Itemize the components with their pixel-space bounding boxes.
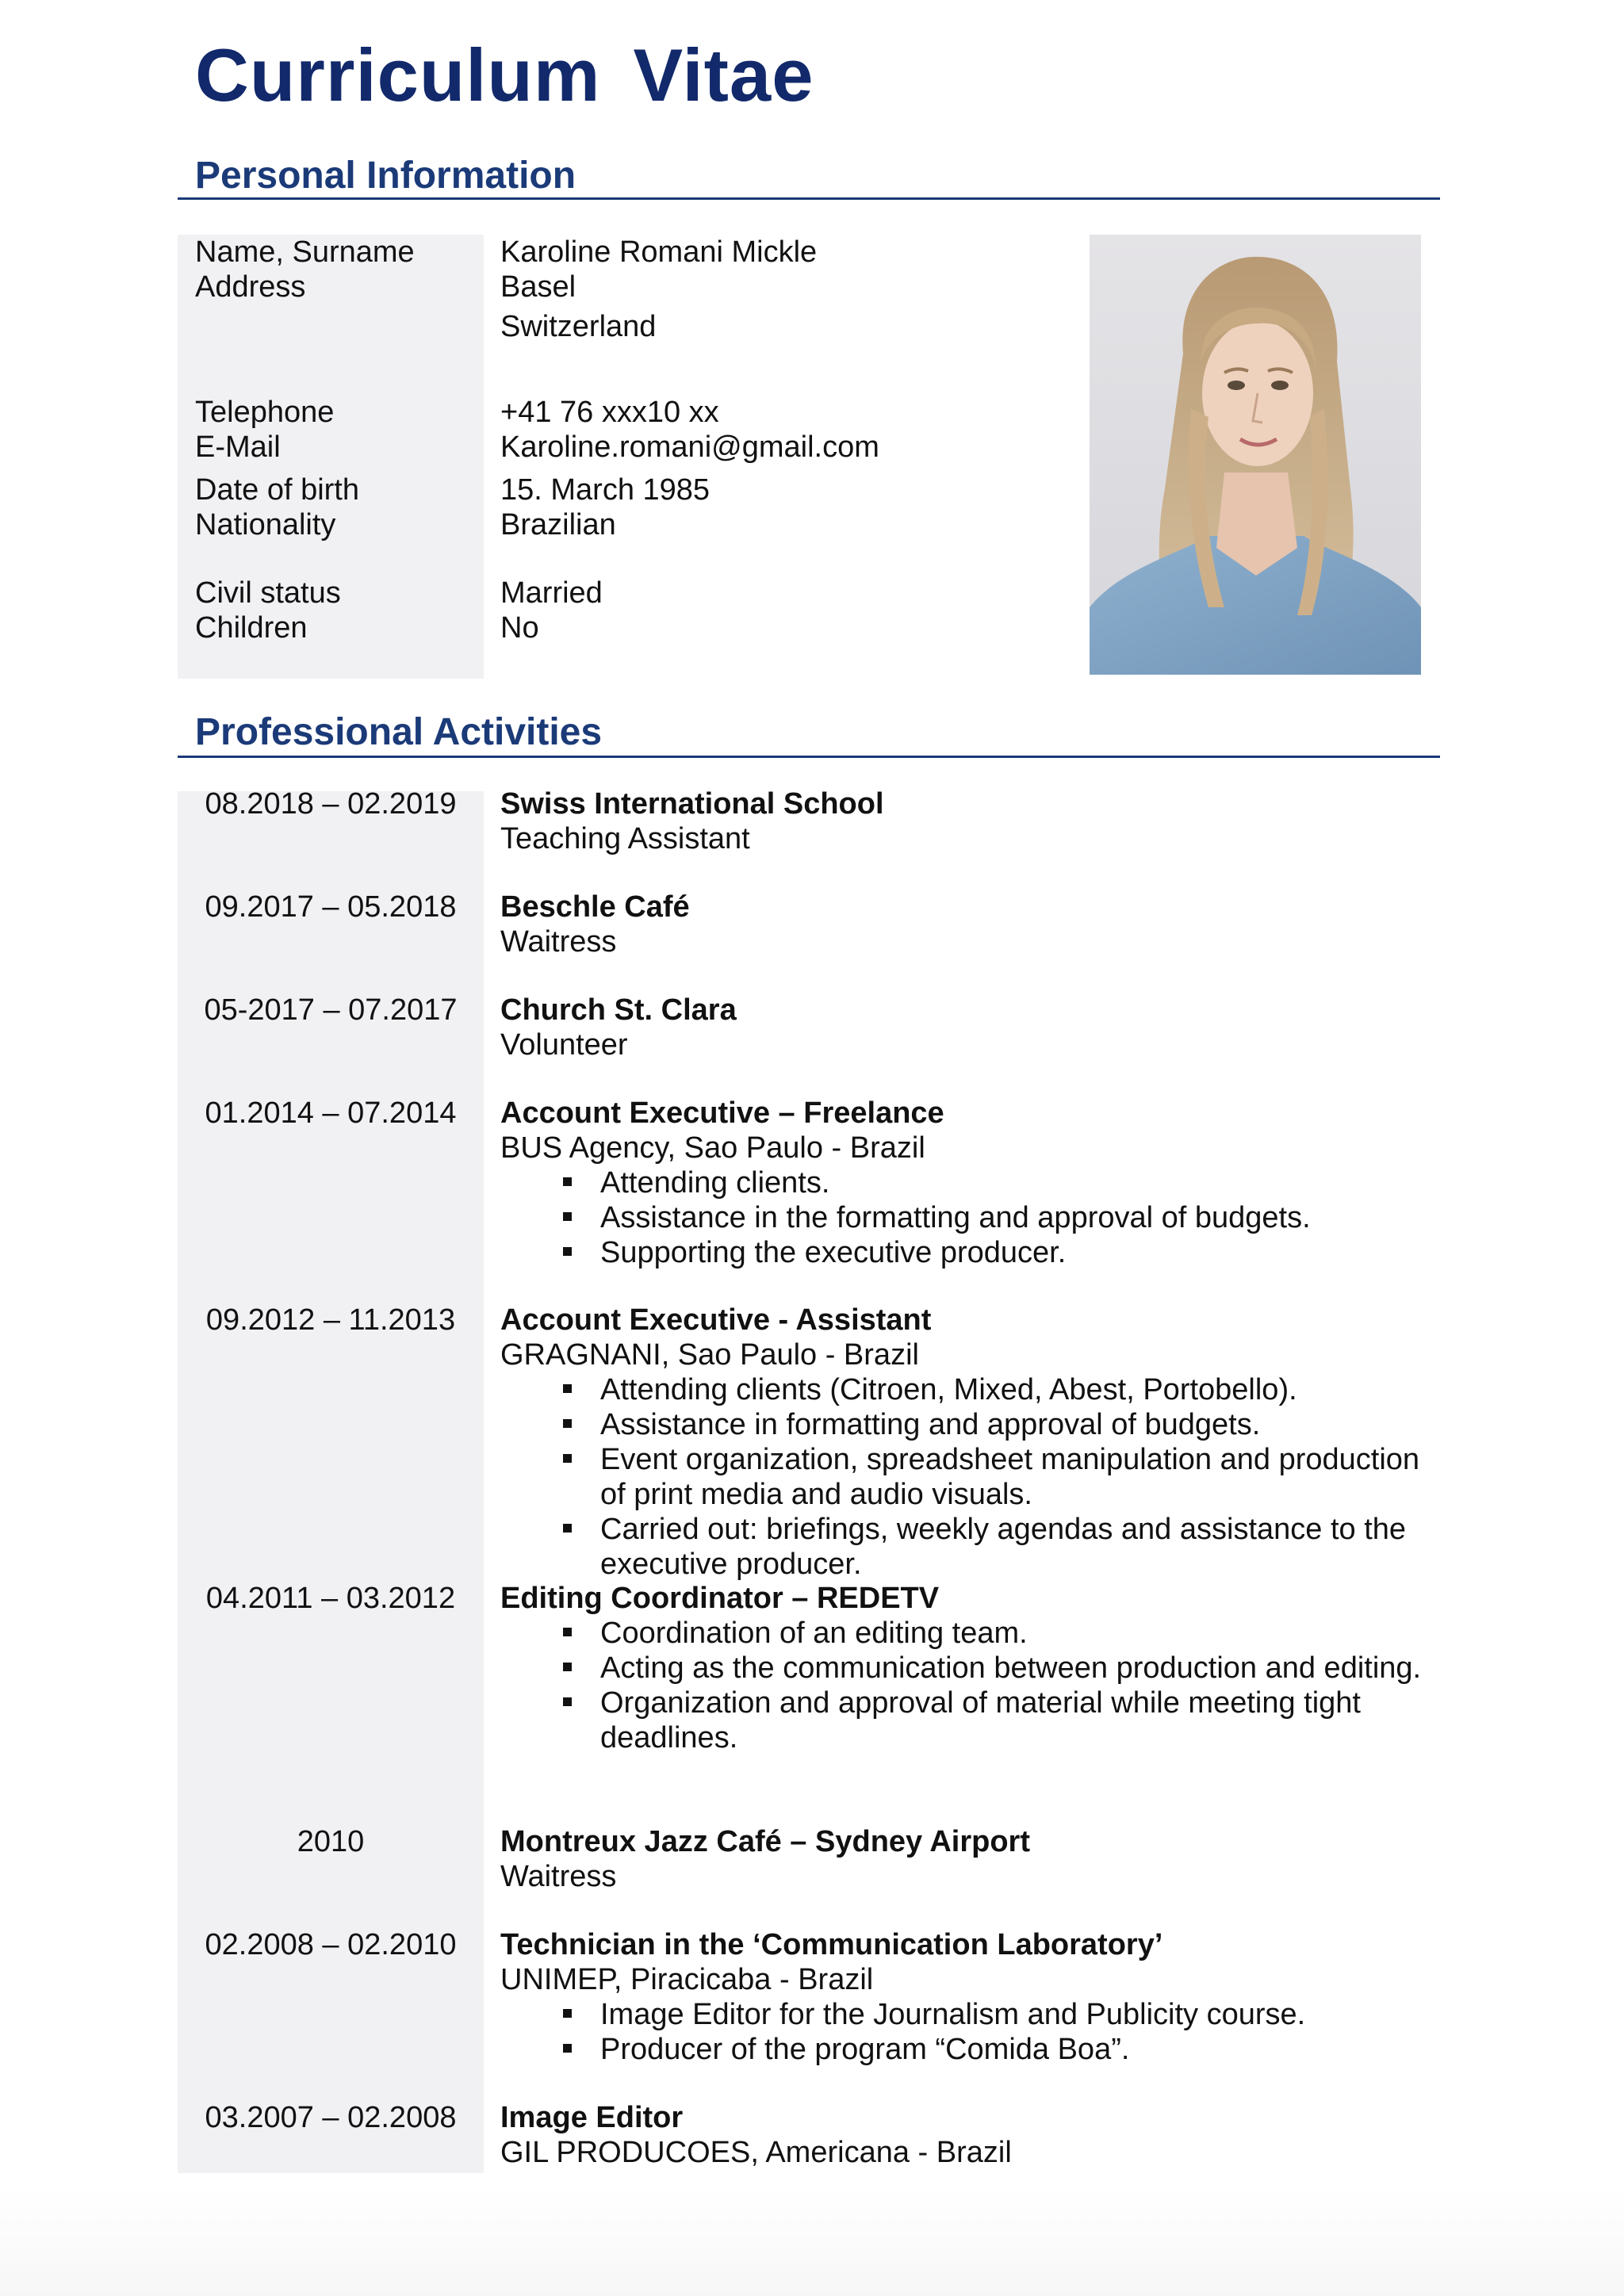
activity-bullet-text: Attending clients. xyxy=(600,1166,830,1200)
activity-bullet-text: Organization and approval of material while meeting tight deadlines. xyxy=(600,1686,1361,1755)
activity-details xyxy=(500,1581,1436,1755)
activity-date: 09.2012 – 11.2013 xyxy=(205,1303,456,1337)
activity-bullet xyxy=(500,1686,1436,1755)
page-title: Curriculum Vitae xyxy=(195,33,814,117)
activity-title: Beschle Café xyxy=(500,890,690,924)
personal-info-label: Children xyxy=(195,611,308,645)
personal-info-row xyxy=(195,610,1067,645)
activity-title: Swiss International School xyxy=(500,787,884,821)
personal-info-row xyxy=(195,576,1067,610)
activity-bullet-text: Image Editor for the Journalism and Publicity course. xyxy=(600,1998,1306,2031)
activity-bullet-list xyxy=(500,1997,1436,2067)
personal-info-row xyxy=(195,507,1067,542)
activity-bullet-text: Event organization, spreadsheet manipulation and production of print media and audio visuals. xyxy=(600,1443,1420,1511)
square-bullet-icon xyxy=(563,1663,572,1671)
activity-subtitle: GRAGNANI, Sao Paulo - Brazil xyxy=(500,1338,919,1372)
personal-info-row xyxy=(195,473,1067,507)
activity-bullet xyxy=(500,1235,1436,1270)
activity-bullet-text: Assistance in the formatting and approval of budgets. xyxy=(600,1201,1311,1234)
activity-bullet xyxy=(500,1512,1436,1582)
activity-details xyxy=(500,1096,1436,1270)
activity-title: Montreux Jazz Café – Sydney Airport xyxy=(500,1825,1030,1858)
activity-bullet-text: Supporting the executive producer. xyxy=(600,1236,1067,1269)
personal-info-value: Married xyxy=(500,576,603,610)
square-bullet-icon xyxy=(563,1247,572,1256)
personal-info-label: Civil status xyxy=(195,576,341,610)
activity-bullet xyxy=(500,1407,1436,1442)
personal-info-label: Date of birth xyxy=(195,473,359,507)
professional-activities-rule xyxy=(178,756,1440,758)
personal-info-value: Brazilian xyxy=(500,508,616,541)
personal-info-label: Nationality xyxy=(195,508,336,541)
activity-subtitle: Volunteer xyxy=(500,1028,628,1062)
activity-details xyxy=(500,2100,1436,2170)
activity-title: Image Editor xyxy=(500,2101,684,2134)
profile-photo xyxy=(1090,235,1421,675)
personal-info-row xyxy=(195,270,1067,304)
personal-info-label: E-Mail xyxy=(195,430,281,464)
square-bullet-icon xyxy=(563,1419,572,1428)
square-bullet-icon xyxy=(563,2009,572,2018)
personal-info-rule xyxy=(178,197,1440,200)
personal-info-value: Karoline.romani@gmail.com xyxy=(500,430,879,464)
activity-subtitle: Waitress xyxy=(500,925,617,959)
activity-bullet xyxy=(500,1997,1436,2032)
square-bullet-icon xyxy=(563,1212,572,1221)
profile-photo-image xyxy=(1090,235,1421,675)
activity-bullet-text: Assistance in formatting and approval of budgets. xyxy=(600,1408,1261,1441)
personal-info-value: +41 76 xxx10 xx xyxy=(500,396,719,429)
activity-details xyxy=(500,1824,1436,1894)
personal-info-value: No xyxy=(500,611,539,645)
activity-details xyxy=(500,993,1436,1062)
activity-bullet xyxy=(500,1200,1436,1235)
personal-info-row xyxy=(195,395,1067,430)
activity-bullet-list xyxy=(500,1165,1436,1270)
activity-subtitle: Teaching Assistant xyxy=(500,822,750,855)
square-bullet-icon xyxy=(563,2044,572,2053)
activity-title: Account Executive – Freelance xyxy=(500,1096,944,1130)
activity-bullet-list xyxy=(500,1372,1436,1582)
activity-date: 08.2018 – 02.2019 xyxy=(205,787,457,821)
activity-subtitle: BUS Agency, Sao Paulo - Brazil xyxy=(500,1131,925,1165)
activity-date: 04.2011 – 03.2012 xyxy=(205,1582,456,1615)
personal-info-value: Basel xyxy=(500,270,576,304)
activity-details xyxy=(500,1927,1436,2067)
activity-bullet-text: Coordination of an editing team. xyxy=(600,1617,1028,1650)
personal-info-heading: Personal Information xyxy=(195,155,576,197)
activity-subtitle: UNIMEP, Piracicaba - Brazil xyxy=(500,1963,874,1996)
activity-bullet-text: Producer of the program “Comida Boa”. xyxy=(600,2033,1130,2066)
activity-details xyxy=(500,1303,1436,1582)
personal-info-label: Address xyxy=(195,270,306,304)
square-bullet-icon xyxy=(563,1384,572,1393)
personal-info-value: Switzerland xyxy=(500,310,657,343)
square-bullet-icon xyxy=(563,1697,572,1706)
activity-details xyxy=(500,786,1436,856)
activity-date: 03.2007 – 02.2008 xyxy=(205,2101,457,2134)
activity-bullet-text: Carried out: briefings, weekly agendas and assistance to the executive producer. xyxy=(600,1513,1407,1581)
activity-bullet xyxy=(500,1651,1436,1686)
personal-info-row xyxy=(195,430,1067,465)
activity-date: 02.2008 – 02.2010 xyxy=(205,1928,457,1961)
activity-date: 09.2017 – 05.2018 xyxy=(205,890,457,924)
square-bullet-icon xyxy=(563,1524,572,1533)
activity-title: Editing Coordinator – REDETV xyxy=(500,1582,940,1615)
activity-bullet xyxy=(500,1616,1436,1651)
personal-info-label: Name, Surname xyxy=(195,235,415,269)
professional-activities-heading: Professional Activities xyxy=(195,711,603,753)
page-bottom-shade xyxy=(0,2188,1624,2296)
square-bullet-icon xyxy=(563,1454,572,1463)
activity-details xyxy=(500,890,1436,959)
activity-date: 2010 xyxy=(297,1825,365,1858)
square-bullet-icon xyxy=(563,1177,572,1186)
square-bullet-icon xyxy=(563,1628,572,1636)
activity-bullet-list xyxy=(500,1616,1436,1755)
activity-subtitle: Waitress xyxy=(500,1860,617,1893)
activity-bullet-text: Acting as the communication between production and editing. xyxy=(600,1651,1422,1685)
activity-bullet-text: Attending clients (Citroen, Mixed, Abest, Portobello). xyxy=(600,1373,1297,1406)
personal-info-row xyxy=(195,309,1067,344)
activity-bullet xyxy=(500,1442,1436,1512)
activity-bullet xyxy=(500,1372,1436,1407)
personal-info-label: Telephone xyxy=(195,396,335,429)
activity-title: Church St. Clara xyxy=(500,993,737,1027)
personal-info-value: 15. March 1985 xyxy=(500,473,710,507)
activity-bullet xyxy=(500,1165,1436,1200)
personal-info-row xyxy=(195,235,1067,270)
activity-date: 01.2014 – 07.2014 xyxy=(205,1096,457,1130)
activity-date: 05-2017 – 07.2017 xyxy=(204,993,458,1027)
personal-info-value: Karoline Romani Mickle xyxy=(500,235,818,269)
activity-title: Technician in the ‘Communication Laboratory’ xyxy=(500,1928,1163,1961)
activity-title: Account Executive - Assistant xyxy=(500,1303,932,1337)
activity-bullet xyxy=(500,2032,1436,2067)
activity-subtitle: GIL PRODUCOES, Americana - Brazil xyxy=(500,2136,1012,2169)
